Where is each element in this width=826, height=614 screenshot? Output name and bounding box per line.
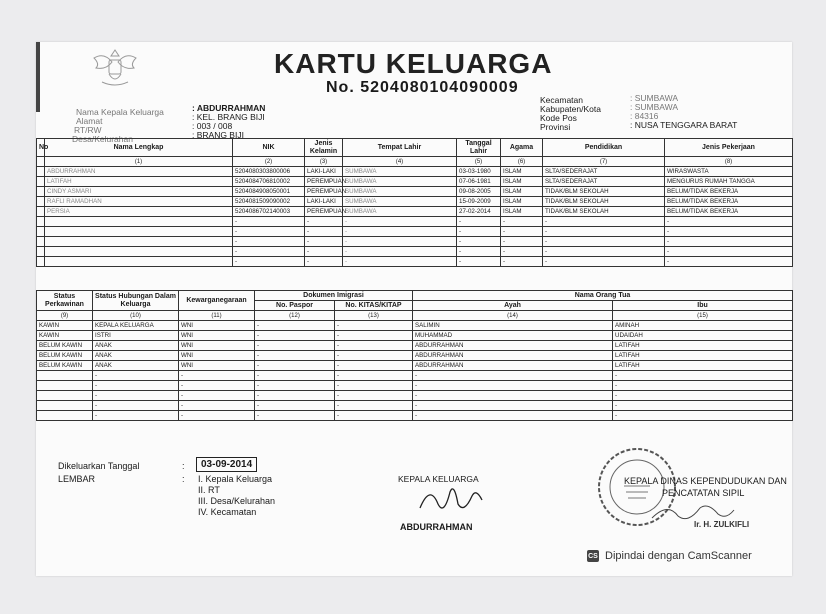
table-cell: -	[665, 217, 793, 227]
kk-signature-icon	[416, 478, 486, 520]
table-cell	[45, 227, 233, 237]
table-cell	[37, 381, 93, 391]
table-row	[37, 207, 793, 217]
table-cell: PERSIA	[45, 207, 233, 217]
colnum: (11)	[179, 311, 255, 321]
header-tanggal-lahir: Tanggal Lahir	[457, 139, 501, 157]
table-row	[37, 237, 793, 247]
value-kabupaten: : SUMBAWA	[630, 102, 679, 112]
label-kecamatan: Kecamatan	[540, 95, 583, 105]
table-cell	[37, 371, 93, 381]
table-cell	[37, 167, 45, 177]
table-cell	[37, 247, 45, 257]
table-cell: ANAK	[93, 341, 179, 351]
label-desa: Desa/Kelurahan	[72, 134, 133, 144]
table-cell: -	[255, 351, 335, 361]
table-cell: -	[93, 401, 179, 411]
table-cell: -	[335, 341, 413, 351]
table-cell: ABDURRAHMAN	[413, 341, 613, 351]
table-cell: -	[305, 247, 343, 257]
table-cell: 07-06-1981	[457, 177, 501, 187]
label-alamat: Alamat	[76, 116, 103, 126]
table-cell: TIDAK/BLM SEKOLAH	[543, 207, 665, 217]
status-table	[36, 290, 793, 421]
table-cell: LATIFAH	[613, 351, 793, 361]
kk-sign-label: KEPALA KELUARGA	[398, 474, 479, 484]
table-cell: -	[179, 401, 255, 411]
table-cell: -	[665, 257, 793, 267]
header-nik: NIK	[233, 139, 305, 157]
table-cell: LATIFAH	[613, 341, 793, 351]
table-cell: -	[501, 237, 543, 247]
table-cell: 5204084706810002	[233, 177, 305, 187]
table-cell: -	[233, 227, 305, 237]
table-cell: -	[305, 237, 343, 247]
header-ayah: Ayah	[413, 301, 613, 311]
table-row	[37, 371, 793, 381]
table-cell	[37, 187, 45, 197]
table-cell: -	[255, 401, 335, 411]
table-cell: ANAK	[93, 351, 179, 361]
table-row	[37, 217, 793, 227]
issued-colon: :	[182, 461, 185, 471]
table-cell: -	[335, 331, 413, 341]
table-cell	[37, 401, 93, 411]
header-nama: Nama Lengkap	[45, 139, 233, 157]
dinas-line-2: PENCATATAN SIPIL	[662, 488, 745, 498]
table-cell: SUMBAWA	[343, 167, 457, 177]
table-cell: BELUM/TIDAK BEKERJA	[665, 197, 793, 207]
table-cell: -	[457, 217, 501, 227]
header-no-paspor: No. Paspor	[255, 301, 335, 311]
table-cell: LAKI-LAKI	[305, 197, 343, 207]
colnum: (7)	[543, 157, 665, 167]
members-colnum-row	[37, 157, 793, 167]
table-cell: UDAIDAH	[613, 331, 793, 341]
table-cell: PEREMPUAN	[305, 207, 343, 217]
value-kode-pos: : 84316	[630, 111, 659, 121]
table-cell: ISTRI	[93, 331, 179, 341]
table-cell: 5204081509090002	[233, 197, 305, 207]
table-cell: BELUM KAWIN	[37, 351, 93, 361]
table-cell: WNI	[179, 331, 255, 341]
table-cell: -	[335, 391, 413, 401]
table-row	[37, 411, 793, 421]
colnum: (9)	[37, 311, 93, 321]
table-cell: MENGURUS RUMAH TANGGA	[665, 177, 793, 187]
table-cell: -	[233, 217, 305, 227]
table-cell: ABDURRAHMAN	[413, 361, 613, 371]
table-row	[37, 187, 793, 197]
table-cell: RAFLI RAMADHAN	[45, 197, 233, 207]
table-cell: ABDURRAHMAN	[413, 351, 613, 361]
table-cell: LATIFAH	[613, 361, 793, 371]
table-cell: LAKI-LAKI	[305, 167, 343, 177]
table-row	[37, 167, 793, 177]
table-cell: -	[233, 247, 305, 257]
table-cell: -	[413, 391, 613, 401]
table-cell: -	[179, 391, 255, 401]
label-kabupaten: Kabupaten/Kota	[540, 104, 601, 114]
table-cell: -	[665, 247, 793, 257]
table-cell: SLTA/SEDERAJAT	[543, 177, 665, 187]
table-row	[37, 247, 793, 257]
table-cell	[45, 217, 233, 227]
table-cell: SUMBAWA	[343, 207, 457, 217]
lembar-item-1: I. Kepala Keluarga	[198, 474, 273, 484]
table-cell: -	[233, 257, 305, 267]
kk-sign-name: ABDURRAHMAN	[400, 522, 473, 532]
value-desa: : BRANG BIJI	[192, 130, 244, 140]
table-cell: -	[93, 391, 179, 401]
header-agama: Agama	[501, 139, 543, 157]
document-title: KARTU KELUARGA	[274, 48, 553, 79]
colnum: (6)	[501, 157, 543, 167]
lembar-item-3: III. Desa/Kelurahan	[198, 496, 276, 506]
value-kepala-keluarga: : ABDURRAHMAN	[192, 103, 266, 113]
table-cell: -	[255, 361, 335, 371]
table-cell: -	[343, 257, 457, 267]
table-cell	[45, 247, 233, 257]
table-row	[37, 177, 793, 187]
header-status-hubungan: Status Hubungan Dalam Keluarga	[93, 291, 179, 311]
table-cell: SALIMIN	[413, 321, 613, 331]
table-cell: ISLAM	[501, 197, 543, 207]
table-cell	[37, 391, 93, 401]
table-row	[37, 331, 793, 341]
table-cell: BELUM/TIDAK BEKERJA	[665, 187, 793, 197]
header-no-kitas: No. KITAS/KITAP	[335, 301, 413, 311]
table-cell: -	[457, 227, 501, 237]
table-cell: -	[613, 391, 793, 401]
table-cell: -	[335, 351, 413, 361]
header-jenis-kelamin: Jenis Kelamin	[305, 139, 343, 157]
table-cell: WNI	[179, 351, 255, 361]
header-tempat-lahir: Tempat Lahir	[343, 139, 457, 157]
table-cell: -	[343, 227, 457, 237]
header-nama-orang-tua: Nama Orang Tua	[413, 291, 793, 301]
table-cell: WIRASWASTA	[665, 167, 793, 177]
table-cell: -	[335, 411, 413, 421]
lembar-colon: :	[182, 474, 185, 484]
table-cell: -	[613, 401, 793, 411]
table-cell: KAWIN	[37, 331, 93, 341]
table-cell: KAWIN	[37, 321, 93, 331]
table-cell: SLTA/SEDERAJAT	[543, 167, 665, 177]
members-table	[36, 138, 793, 267]
colnum: (5)	[457, 157, 501, 167]
table-cell: -	[543, 217, 665, 227]
table-cell	[37, 197, 45, 207]
table-cell: -	[255, 411, 335, 421]
table-cell: -	[343, 247, 457, 257]
table-row	[37, 341, 793, 351]
table-cell: -	[93, 411, 179, 421]
table-cell: -	[501, 217, 543, 227]
table-cell: -	[543, 257, 665, 267]
table-cell: 27-02-2014	[457, 207, 501, 217]
table-cell: -	[305, 257, 343, 267]
table-cell	[37, 237, 45, 247]
table-cell: BELUM/TIDAK BEKERJA	[665, 207, 793, 217]
table-cell: PEREMPUAN	[305, 177, 343, 187]
members-header-row	[37, 139, 793, 157]
label-kepala-keluarga: Nama Kepala Keluarga	[76, 107, 164, 117]
value-rtrw: : 003 / 008	[192, 121, 233, 131]
table-cell: -	[335, 321, 413, 331]
camscanner-icon: CS	[587, 550, 599, 562]
table-cell: 09-08-2005	[457, 187, 501, 197]
label-provinsi: Provinsi	[540, 122, 571, 132]
table-cell	[37, 177, 45, 187]
header-status-perkawinan: Status Perkawinan	[37, 291, 93, 311]
table-cell: SUMBAWA	[343, 177, 457, 187]
table-cell: -	[413, 371, 613, 381]
table-cell: -	[543, 237, 665, 247]
table-cell: -	[613, 411, 793, 421]
colnum: (13)	[335, 311, 413, 321]
table-cell: BELUM KAWIN	[37, 341, 93, 351]
table-cell: -	[255, 321, 335, 331]
document-number: No. 5204080104090009	[326, 79, 519, 96]
table-cell: -	[665, 227, 793, 237]
label-rtrw: RT/RW	[74, 125, 102, 135]
table-cell: -	[93, 381, 179, 391]
table-cell: AMINAH	[613, 321, 793, 331]
table-cell: TIDAK/BLM SEKOLAH	[543, 197, 665, 207]
table-cell: -	[457, 237, 501, 247]
scan-edge	[36, 42, 40, 112]
table-cell: 5204080303800006	[233, 167, 305, 177]
table-cell: PEREMPUAN	[305, 187, 343, 197]
table-cell: -	[343, 237, 457, 247]
table-cell	[45, 257, 233, 267]
table-cell: -	[613, 371, 793, 381]
table-cell: -	[457, 257, 501, 267]
lembar-label: LEMBAR	[58, 474, 96, 484]
table-cell: ISLAM	[501, 167, 543, 177]
table-cell: MUHAMMAD	[413, 331, 613, 341]
table-cell: -	[179, 381, 255, 391]
table-cell: -	[457, 247, 501, 257]
garuda-emblem-icon	[84, 46, 146, 90]
table-cell	[37, 217, 45, 227]
colnum: (12)	[255, 311, 335, 321]
colnum: (4)	[343, 157, 457, 167]
table-row	[37, 401, 793, 411]
dinas-name: Ir. H. ZULKIFLI	[694, 520, 750, 529]
colnum: (1)	[45, 157, 233, 167]
table-cell: -	[255, 381, 335, 391]
status-colnum-row	[37, 311, 793, 321]
family-card-document	[36, 42, 792, 576]
table-cell: -	[413, 411, 613, 421]
table-cell: 5204084908050001	[233, 187, 305, 197]
lembar-item-4: IV. Kecamatan	[198, 507, 257, 517]
table-row	[37, 257, 793, 267]
table-cell: -	[255, 371, 335, 381]
value-provinsi: : NUSA TENGGARA BARAT	[630, 120, 738, 130]
table-cell: -	[501, 227, 543, 237]
table-cell: -	[335, 371, 413, 381]
table-cell: -	[501, 247, 543, 257]
table-cell: -	[93, 371, 179, 381]
table-cell: ISLAM	[501, 177, 543, 187]
table-cell: ISLAM	[501, 187, 543, 197]
issued-date: 03-09-2014	[196, 457, 257, 472]
table-cell: TIDAK/BLM SEKOLAH	[543, 187, 665, 197]
table-cell: -	[335, 381, 413, 391]
colnum: (2)	[233, 157, 305, 167]
table-cell: SUMBAWA	[343, 187, 457, 197]
header-dokumen-imigrasi: Dokumen Imigrasi	[255, 291, 413, 301]
table-cell	[45, 237, 233, 247]
members-body	[37, 167, 793, 267]
table-cell: 5204086702140003	[233, 207, 305, 217]
table-cell: -	[179, 411, 255, 421]
colnum: (3)	[305, 157, 343, 167]
value-kecamatan: : SUMBAWA	[630, 93, 679, 103]
table-cell: -	[335, 361, 413, 371]
header-no: No	[37, 139, 45, 157]
lembar-item-2: II. RT	[198, 485, 220, 495]
table-cell: -	[413, 381, 613, 391]
table-cell: SUMBAWA	[343, 197, 457, 207]
table-cell: 15-09-2009	[457, 197, 501, 207]
table-cell: -	[543, 247, 665, 257]
table-row	[37, 351, 793, 361]
table-cell: CINDY ASMARI	[45, 187, 233, 197]
colnum: (15)	[613, 311, 793, 321]
header-ibu: Ibu	[613, 301, 793, 311]
table-cell: -	[179, 371, 255, 381]
status-header-row-1	[37, 291, 793, 301]
table-cell: -	[543, 227, 665, 237]
table-cell: ISLAM	[501, 207, 543, 217]
table-cell: -	[305, 227, 343, 237]
table-row	[37, 381, 793, 391]
table-cell: WNI	[179, 341, 255, 351]
table-cell: -	[613, 381, 793, 391]
colnum: (14)	[413, 311, 613, 321]
table-cell: -	[305, 217, 343, 227]
table-cell: -	[665, 237, 793, 247]
table-row	[37, 391, 793, 401]
header-pekerjaan: Jenis Pekerjaan	[665, 139, 793, 157]
table-cell: -	[233, 237, 305, 247]
table-row	[37, 361, 793, 371]
colnum: (8)	[665, 157, 793, 167]
table-row	[37, 321, 793, 331]
table-cell: BELUM KAWIN	[37, 361, 93, 371]
table-cell: ANAK	[93, 361, 179, 371]
table-cell	[37, 227, 45, 237]
header-kewarganegaraan: Kewarganegaraan	[179, 291, 255, 311]
table-cell: 03-03-1980	[457, 167, 501, 177]
camscanner-badge	[587, 544, 752, 568]
table-cell: -	[413, 401, 613, 411]
table-cell: LATIFAH	[45, 177, 233, 187]
issued-label: Dikeluarkan Tanggal	[58, 461, 140, 471]
status-body	[37, 321, 793, 421]
table-cell	[37, 207, 45, 217]
table-cell: WNI	[179, 361, 255, 371]
table-cell: WNI	[179, 321, 255, 331]
table-row	[37, 197, 793, 207]
colnum: (10)	[93, 311, 179, 321]
table-cell: -	[335, 401, 413, 411]
table-cell: -	[501, 257, 543, 267]
header-pendidikan: Pendidikan	[543, 139, 665, 157]
table-cell: ABDURRAHMAN	[45, 167, 233, 177]
table-cell: KEPALA KELUARGA	[93, 321, 179, 331]
label-kode-pos: Kode Pos	[540, 113, 577, 123]
table-cell: -	[255, 331, 335, 341]
table-cell: -	[255, 391, 335, 401]
table-cell: -	[343, 217, 457, 227]
table-cell: -	[255, 341, 335, 351]
camscanner-text: Dipindai dengan CamScanner	[605, 550, 752, 562]
table-cell	[37, 411, 93, 421]
colnum	[37, 157, 45, 167]
table-cell	[37, 257, 45, 267]
table-row	[37, 227, 793, 237]
value-alamat: : KEL. BRANG BIJI	[192, 112, 265, 122]
dinas-line-1: KEPALA DINAS KEPENDUDUKAN DAN	[624, 476, 787, 486]
